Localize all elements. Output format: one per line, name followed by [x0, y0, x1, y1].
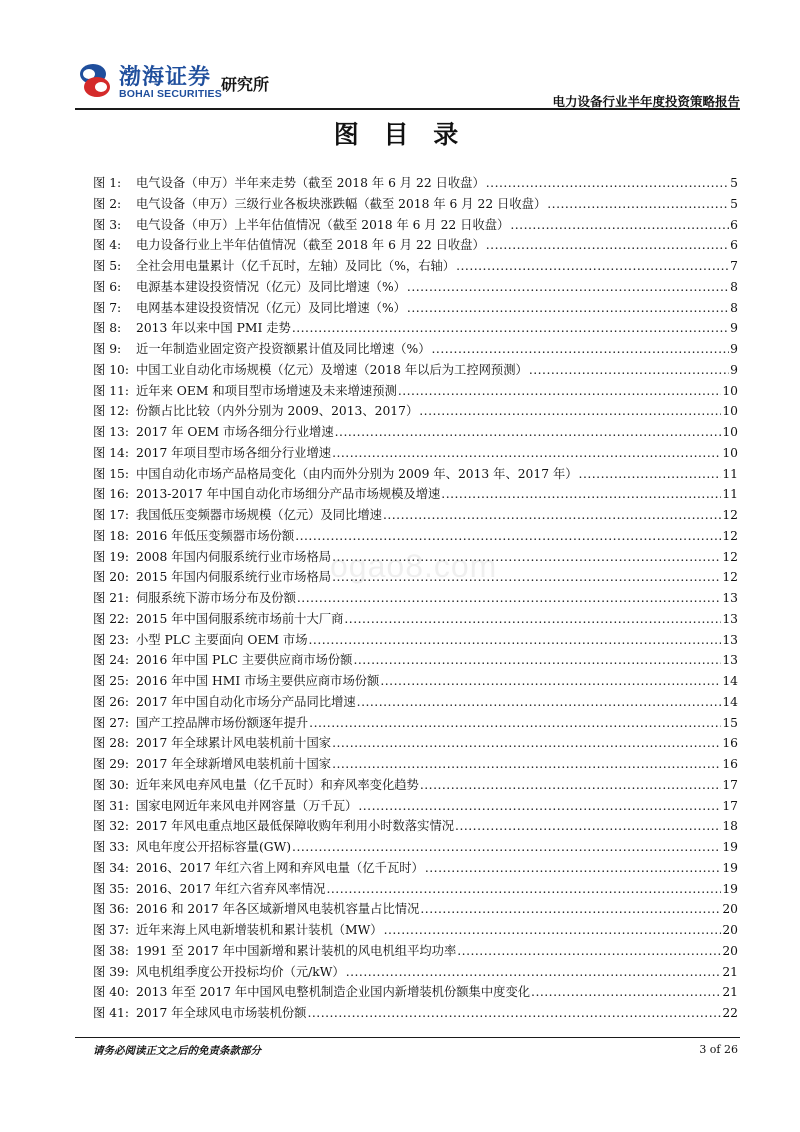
page-number: 10 [722, 404, 738, 419]
figure-number: 图 17: [93, 508, 129, 522]
figure-caption: 近年来风电弃风电量（亿千瓦时）和弃风率变化趋势 [136, 777, 419, 792]
figure-number: 图 23: [93, 632, 129, 647]
figure-number: 图 5: [93, 259, 122, 273]
figure-number: 图 1: [93, 176, 122, 190]
dot-leader [384, 920, 722, 941]
figure-caption: 小型 PLC 主要面向 OEM 市场 [136, 632, 308, 647]
figure-number: 图 24: [93, 653, 129, 668]
toc-entry[interactable] [93, 650, 738, 671]
figure-number: 图 6: [93, 279, 122, 294]
figure-caption: 电源基本建设投资情况（亿元）及同比增速（%） [136, 279, 406, 294]
figure-caption: 国家电网近年来风电并网容量（万千瓦） [136, 798, 358, 813]
page-number: 12 [722, 508, 738, 522]
figure-caption: 1991 至 2017 年中国新增和累计装机的风电机组平均功率 [136, 943, 457, 958]
company-name-cn: 渤海证券 [119, 65, 212, 90]
page-number: 19 [722, 840, 738, 854]
page-number: 13 [722, 611, 738, 626]
figure-number: 图 12: [93, 404, 129, 419]
toc-entry[interactable] [93, 464, 738, 485]
figure-caption: 2013 年以来中国 PMI 走势 [136, 321, 291, 336]
figure-caption: 电网基本建设投资情况（亿元）及同比增速（%） [136, 300, 406, 315]
toc-entry[interactable] [93, 298, 738, 319]
dot-leader [335, 422, 722, 443]
figure-caption: 2013 年至 2017 年中国风电整机制造企业国内新增装机份额集中度变化 [136, 985, 531, 1000]
page-number: 17 [722, 777, 738, 792]
figure-number: 图 9: [93, 342, 122, 356]
figure-number: 图 11: [93, 383, 129, 398]
toc-entry[interactable] [93, 401, 738, 422]
toc-entry[interactable] [93, 443, 738, 464]
figure-caption: 2017 年全球新增风电装机前十国家 [136, 757, 332, 771]
toc-entry[interactable] [93, 360, 738, 381]
page-number: 10 [722, 383, 738, 398]
dot-leader [457, 941, 721, 962]
page-number: 20 [722, 923, 738, 937]
figure-number: 图 4: [93, 238, 122, 253]
figure-caption: 2015 年国内伺服系统行业市场格局 [136, 570, 332, 585]
figure-number: 图 21: [93, 591, 129, 605]
figure-list [93, 173, 738, 1024]
footer-divider [75, 1037, 740, 1038]
dot-leader [510, 215, 729, 236]
page-number: 22 [722, 1006, 738, 1020]
figure-caption: 中国自动化市场产品格局变化（由内而外分别为 2009 年、2013 年、2017 年） [136, 466, 578, 481]
figure-number: 图 16: [93, 487, 129, 502]
toc-entry[interactable] [93, 484, 738, 505]
figure-caption: 2017 年风电重点地区最低保障收购年利用小时数落实情况 [136, 819, 455, 834]
watermark: ogao8.com [330, 548, 498, 584]
figure-number: 图 22: [93, 611, 129, 626]
dot-leader [297, 588, 721, 609]
figure-caption: 2017 年项目型市场各细分行业增速 [136, 445, 332, 460]
figure-number: 图 41: [93, 1006, 129, 1020]
toc-entry[interactable] [93, 194, 738, 215]
page-number: 18 [722, 819, 738, 834]
figure-number: 图 26: [93, 694, 129, 709]
toc-entry[interactable] [93, 713, 738, 734]
figure-number: 图 30: [93, 777, 129, 792]
toc-entry[interactable] [93, 1003, 738, 1024]
report-title: 电力设备行业半年度投资策略报告 [552, 94, 740, 109]
page-number: 16 [722, 736, 738, 751]
page-number: 6 [730, 238, 738, 253]
figure-number: 图 38: [93, 943, 129, 958]
page-number: 10 [722, 425, 738, 439]
department-label: 研究所 [221, 75, 270, 94]
dot-leader [357, 692, 722, 713]
figure-number: 图 14: [93, 445, 129, 460]
page-number: 19 [722, 860, 738, 875]
dot-leader [344, 609, 721, 630]
figure-number: 图 7: [93, 300, 122, 315]
figure-caption: 近年来 OEM 和项目型市场增速及未来增速预测 [136, 383, 397, 398]
toc-entry[interactable] [93, 173, 738, 194]
page-number: 13 [722, 632, 738, 647]
dot-leader [380, 671, 721, 692]
page-number: 14 [722, 674, 738, 688]
toc-entry[interactable] [93, 816, 738, 837]
toc-entry[interactable] [93, 671, 738, 692]
toc-entry[interactable] [93, 609, 738, 630]
toc-entry[interactable] [93, 733, 738, 754]
figure-caption: 2015 年中国伺服系统市场前十大厂商 [136, 611, 344, 626]
page-number: 11 [722, 487, 738, 502]
figure-number: 图 13: [93, 425, 129, 439]
figure-caption: 2017 年中国自动化市场分产品同比增速 [136, 694, 356, 709]
page-number: 12 [722, 528, 738, 543]
figure-number: 图 27: [93, 715, 129, 730]
dot-leader [441, 484, 721, 505]
figure-caption: 全社会用电量累计（亿千瓦时，左轴）及同比（%，右轴） [136, 259, 456, 273]
figure-caption: 国产工控品牌市场份额逐年提升 [136, 715, 309, 730]
figure-number: 图 33: [93, 840, 129, 854]
dot-leader [346, 962, 722, 983]
dot-leader [332, 733, 721, 754]
toc-entry[interactable] [93, 588, 738, 609]
page-number: 5 [730, 196, 738, 211]
figure-number: 图 34: [93, 860, 129, 875]
figure-number: 图 15: [93, 466, 129, 481]
toc-entry[interactable] [93, 982, 738, 1003]
page-number: 9 [730, 362, 738, 377]
dot-leader [486, 235, 729, 256]
page-number: 14 [722, 694, 738, 709]
report-header [75, 58, 740, 110]
figure-number: 图 35: [93, 881, 129, 896]
toc-entry[interactable] [93, 215, 738, 236]
page-number: 15 [722, 715, 738, 730]
figure-caption: 2017 年 OEM 市场各细分行业增速 [136, 425, 334, 439]
page-number: 11 [722, 466, 738, 481]
page-number: 10 [722, 445, 738, 460]
toc-entry[interactable] [93, 381, 738, 402]
toc-entry[interactable] [93, 339, 738, 360]
page-number: 12 [722, 570, 738, 585]
dot-leader [547, 194, 729, 215]
figure-caption: 电气设备（申万）三级行业各板块涨跌幅（截至 2018 年 6 月 22 日收盘） [136, 196, 547, 211]
toc-entry[interactable] [93, 318, 738, 339]
figure-caption: 电气设备（申万）半年来走势（截至 2018 年 6 月 22 日收盘） [136, 176, 485, 190]
figure-caption: 电力设备行业上半年估值情况（截至 2018 年 6 月 22 日收盘） [136, 238, 485, 253]
figure-number: 图 36: [93, 902, 129, 917]
figure-caption: 2016 年低压变频器市场份额 [136, 528, 295, 543]
dot-leader [531, 982, 721, 1003]
toc-entry[interactable] [93, 526, 738, 547]
toc-entry[interactable] [93, 422, 738, 443]
figure-number: 图 28: [93, 736, 129, 751]
figure-caption: 近一年制造业固定资产投资额累计值及同比增速（%） [136, 342, 431, 356]
toc-entry[interactable] [93, 837, 738, 858]
figure-number: 图 10: [93, 362, 129, 377]
figure-caption: 我国低压变频器市场规模（亿元）及同比增速 [136, 508, 382, 522]
dot-leader [419, 401, 721, 422]
page-number: 21 [722, 964, 738, 979]
figure-caption: 风电年度公开招标容量(GW) [136, 840, 292, 854]
figure-caption: 2008 年国内伺服系统行业市场格局 [136, 549, 332, 564]
figure-number: 图 37: [93, 923, 129, 937]
page-number: 9 [730, 321, 738, 336]
toc-entry[interactable] [93, 920, 738, 941]
dot-leader [332, 754, 721, 775]
toc-title: 图 目 录 [333, 120, 467, 149]
dot-leader [307, 1003, 721, 1024]
figure-caption: 份额占比比较（内外分别为 2009、2013、2017） [136, 404, 419, 419]
page-indicator: 3 of 26 [699, 1043, 738, 1056]
figure-caption: 2016、2017 年红六省弃风率情况 [136, 881, 326, 896]
figure-caption: 2016 和 2017 年各区域新增风电装机容量占比情况 [136, 902, 420, 917]
figure-caption: 中国工业自动化市场规模（亿元）及增速（2018 年以后为工控网预测） [136, 362, 528, 377]
figure-number: 图 3: [93, 217, 122, 232]
dot-leader [407, 298, 729, 319]
dot-leader [456, 256, 729, 277]
page-number: 13 [722, 591, 738, 605]
toc-entry[interactable] [93, 505, 738, 526]
toc-entry[interactable] [93, 235, 738, 256]
page-number: 9 [730, 342, 738, 356]
figure-caption: 2017 年全球累计风电装机前十国家 [136, 736, 332, 751]
toc-entry[interactable] [93, 962, 738, 983]
figure-number: 图 29: [93, 757, 129, 771]
toc-entry[interactable] [93, 858, 738, 879]
dot-leader [292, 837, 721, 858]
toc-entry[interactable] [93, 941, 738, 962]
figure-number: 图 20: [93, 570, 129, 585]
figure-caption: 电气设备（申万）上半年估值情况（截至 2018 年 6 月 22 日收盘） [136, 217, 510, 232]
dot-leader [420, 775, 722, 796]
bohai-logo-icon [75, 60, 115, 100]
toc-entry[interactable] [93, 692, 738, 713]
figure-number: 图 39: [93, 964, 129, 979]
dot-leader [420, 899, 721, 920]
figure-number: 图 8: [93, 321, 122, 336]
page-number: 13 [722, 653, 738, 668]
page-number: 16 [722, 757, 738, 771]
company-name-en: BOHAI SECURITIES [119, 88, 222, 100]
page-number: 17 [722, 798, 738, 813]
toc-entry[interactable] [93, 796, 738, 817]
figure-number: 图 2: [93, 196, 122, 211]
figure-number: 图 18: [93, 528, 129, 543]
dot-leader [425, 858, 722, 879]
dot-leader [292, 318, 729, 339]
dot-leader [529, 360, 729, 381]
dot-leader [295, 526, 721, 547]
dot-leader [358, 796, 721, 817]
figure-caption: 2013-2017 年中国自动化市场细分产品市场规模及增速 [136, 487, 441, 502]
toc-entry[interactable] [93, 256, 738, 277]
toc-entry[interactable] [93, 899, 738, 920]
figure-caption: 风电机组季度公开投标均价（元/kW） [136, 964, 345, 979]
figure-number: 图 40: [93, 985, 129, 1000]
page-number: 6 [730, 217, 738, 232]
dot-leader [407, 277, 729, 298]
dot-leader [432, 339, 730, 360]
figure-caption: 2016 年中国 PLC 主要供应商市场份额 [136, 653, 353, 668]
toc-entry[interactable] [93, 879, 738, 900]
page-number: 8 [730, 300, 738, 315]
figure-caption: 伺服系统下游市场分布及份额 [136, 591, 296, 605]
page-number: 12 [722, 549, 738, 564]
toc-entry[interactable] [93, 277, 738, 298]
toc-entry[interactable] [93, 775, 738, 796]
figure-caption: 2016 年中国 HMI 市场主要供应商市场份额 [136, 674, 380, 688]
dot-leader [309, 713, 721, 734]
toc-entry[interactable] [93, 754, 738, 775]
page-number: 5 [730, 176, 738, 190]
dot-leader [455, 816, 721, 837]
page-number: 20 [722, 902, 738, 917]
page-number: 19 [722, 881, 738, 896]
header-divider [75, 108, 740, 110]
figure-caption: 近年来海上风电新增装机和累计装机（MW） [136, 923, 383, 937]
dot-leader [398, 381, 722, 402]
dot-leader [309, 630, 722, 651]
figure-caption: 2017 年全球风电市场装机份额 [136, 1006, 307, 1020]
toc-entry[interactable] [93, 630, 738, 651]
page-number: 20 [722, 943, 738, 958]
figure-number: 图 31: [93, 798, 129, 813]
page-number: 21 [722, 985, 738, 1000]
figure-number: 图 19: [93, 549, 129, 564]
page-number: 8 [730, 279, 738, 294]
dot-leader [579, 464, 722, 485]
dot-leader [332, 443, 721, 464]
figure-number: 图 25: [93, 674, 129, 688]
dot-leader [326, 879, 721, 900]
dot-leader [383, 505, 721, 526]
figure-caption: 2016、2017 年红六省上网和弃风电量（亿千瓦时） [136, 860, 424, 875]
dot-leader [486, 173, 729, 194]
disclaimer-note: 请务必阅读正文之后的免责条款部分 [93, 1045, 261, 1057]
page-number: 7 [730, 259, 738, 273]
figure-number: 图 32: [93, 819, 129, 834]
dot-leader [353, 650, 721, 671]
